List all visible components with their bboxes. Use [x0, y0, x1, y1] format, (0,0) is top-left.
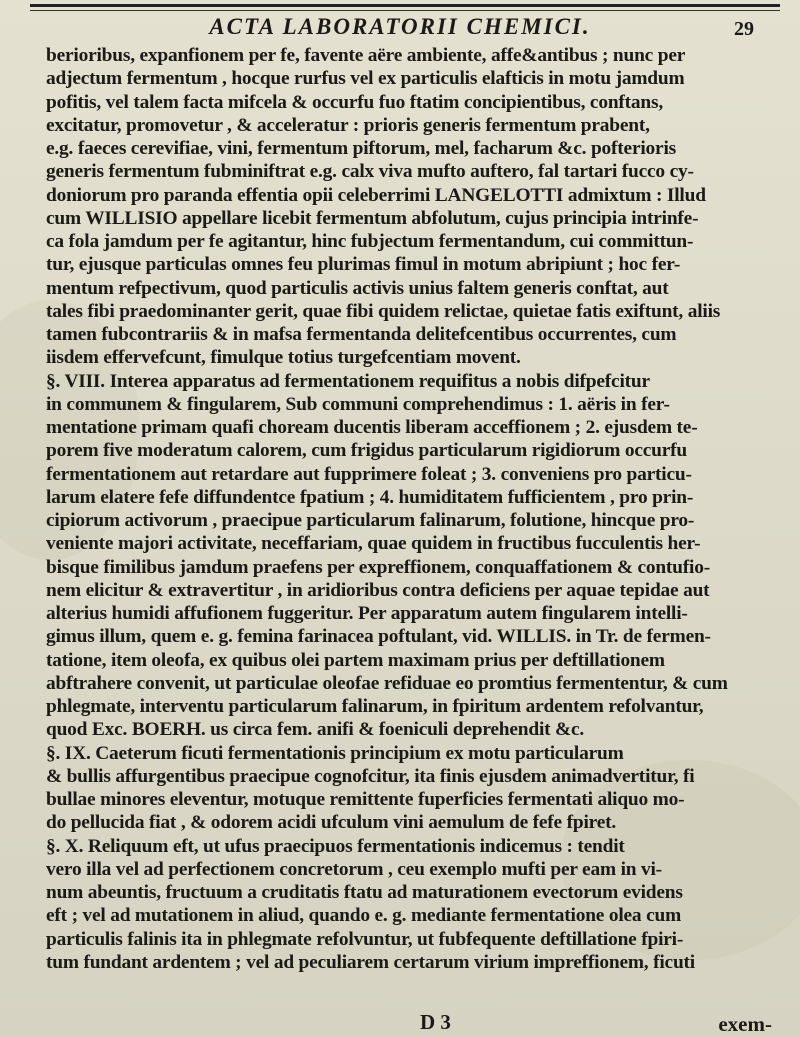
text-line: cipiorum activorum , praecipue particularum falinarum, folutione, hincque pro- — [46, 510, 695, 531]
top-rule — [30, 4, 780, 7]
text-line: generis fermentum fubminiftrat e.g. calx viva mufto auftero, fal tartari fucco cy- — [46, 161, 694, 183]
text-line: abftrahere convenit, ut particulae oleofae refiduae eo promtius fermententur, & cum — [46, 672, 728, 694]
text-line: num abeuntis, fructuum a cruditatis ftatu ad maturationem evectorum evidens — [46, 882, 683, 903]
text-line: tamen fubcontrariis & in mafsa fermentanda delitefcentibus occurrentes, cum — [46, 324, 677, 345]
text-line: tatione, item oleofa, ex quibus olei partem maximam prius per deftillationem — [46, 649, 665, 671]
text-line: §. IX. Caeterum ficuti fermentationis principium ex motu particularum — [46, 742, 624, 764]
text-line: pofitis, vel talem facta mifcela & occurfu fuo ftatim concipientibus, conftans, — [46, 91, 663, 113]
text-line: §. X. Reliquum eft, ut ufus praecipuos fermentationis indicemus : tendit — [46, 835, 625, 857]
text-line: excitatur, promovetur , & acceleratur : prioris generis fermentum prabent, — [46, 114, 650, 136]
text-line: gimus illum, quem e. g. femina farinacea poftulant, vid. WILLIS. in Tr. de fermen- — [46, 626, 711, 648]
text-line: alterius humidi affufionem fuggeritur. Per apparatum autem fingularem intelli- — [46, 603, 688, 624]
running-head: ACTA LABORATORII CHEMICI. — [209, 14, 591, 39]
page-footer — [0, 1010, 800, 1036]
text-line: iisdem effervefcunt, fimulque totius turgefcentiam movent. — [46, 347, 521, 369]
text-line: phlegmate, interventu particularum falinarum, in fpiritum ardentem refolvantur, — [46, 696, 704, 717]
text-line: berioribus, expanfionem per fe, favente aëre ambiente, affe&antibus ; nunc per — [46, 45, 686, 66]
text-line: tales fibi praedominanter gerit, quae fibi quidem relictae, quietae fatis exiftunt, aliis — [46, 300, 721, 322]
text-line: cum WILLISIO appellare licebit fermentum abfolutum, cujus principia intrinfe- — [46, 207, 699, 229]
text-line: & bullis affurgentibus praecipue cognofcitur, ita finis ejusdem animadvertitur, fi — [46, 765, 695, 787]
text-line: in communem & fingularem, Sub communi comprehendimus : 1. aëris in fer- — [46, 393, 670, 415]
text-line: §. VIII. Interea apparatus ad fermentationem requifitus a nobis difpefcitur — [46, 370, 650, 392]
text-line: do pellucida fiat , & odorem acidi ufculum vini aemulum de fefe fpiret. — [46, 812, 617, 834]
text-line: mentatione primam quafi choream ducentis liberam acceffionem ; 2. ejusdem te- — [46, 417, 698, 438]
signature-mark: D 3 — [420, 1010, 451, 1034]
text-line: bullae minores eleventur, motuque remittente fuperficies fermentati aliquo mo- — [46, 789, 685, 810]
body-text — [46, 44, 776, 974]
text-line: tum fundant ardentem ; vel ad peculiarem certarum virium impreffionem, ficuti — [46, 951, 695, 973]
page-number: 29 — [734, 18, 754, 40]
catchword: exem- — [718, 1012, 772, 1036]
text-line: eft ; vel ad mutationem in aliud, quando e. g. mediante fermentatione olea cum — [46, 905, 682, 927]
text-line: ca fola jamdum per fe agitantur, hinc fubjectum fermentandum, cui committun- — [46, 231, 694, 252]
text-line: larum elatere fefe diffundentce fpatium ; 4. humiditatem fufficientem , pro prin- — [46, 486, 694, 508]
text-line: e.g. faeces cerevifiae, vini, fermentum piftorum, mel, facharum &c. pofterioris — [46, 138, 676, 159]
text-line: mentum refpectivum, quod particulis activis unius faltem generis conftat, aut — [46, 277, 669, 299]
text-line: vero illa vel ad perfectionem concretorum , ceu exemplo mufti per eam in vi- — [46, 858, 662, 880]
text-line: tur, ejusque particulas omnes feu plurimas fimul in motum abripiunt ; hoc fer- — [46, 254, 681, 276]
page-header — [0, 14, 800, 46]
text-line: bisque fimilibus jamdum praefens per expreffionem, conquaffationem & contufio- — [46, 556, 710, 578]
text-line: adjectum fermentum , hocque rurfus vel ex particulis elafticis in motu jamdum — [46, 68, 685, 90]
text-line: doniorum pro paranda effentia opii celeberrimi LANGELOTTI admixtum : Illud — [46, 184, 706, 206]
text-line: porem five moderatum calorem, cum frigidus particularum rigidiorum occurfu — [46, 440, 687, 462]
text-line: fermentationem aut retardare aut fupprimere foleat ; 3. conveniens pro particu- — [46, 463, 692, 485]
text-line: nem elicitur & extravertitur , in aridioribus contra deficiens per aquae tepidae aut — [46, 579, 710, 601]
top-rule-thin — [30, 10, 780, 11]
text-line: particulis falinis ita in phlegmate refolvuntur, ut fubfequente deftillatione fpiri- — [46, 928, 684, 950]
text-line: quod Exc. BOERH. us circa fem. anifi & foeniculi deprehendit &c. — [46, 719, 585, 741]
text-line: veniente majori activitate, neceffariam, quae quidem in fructibus fucculentis her- — [46, 533, 701, 555]
